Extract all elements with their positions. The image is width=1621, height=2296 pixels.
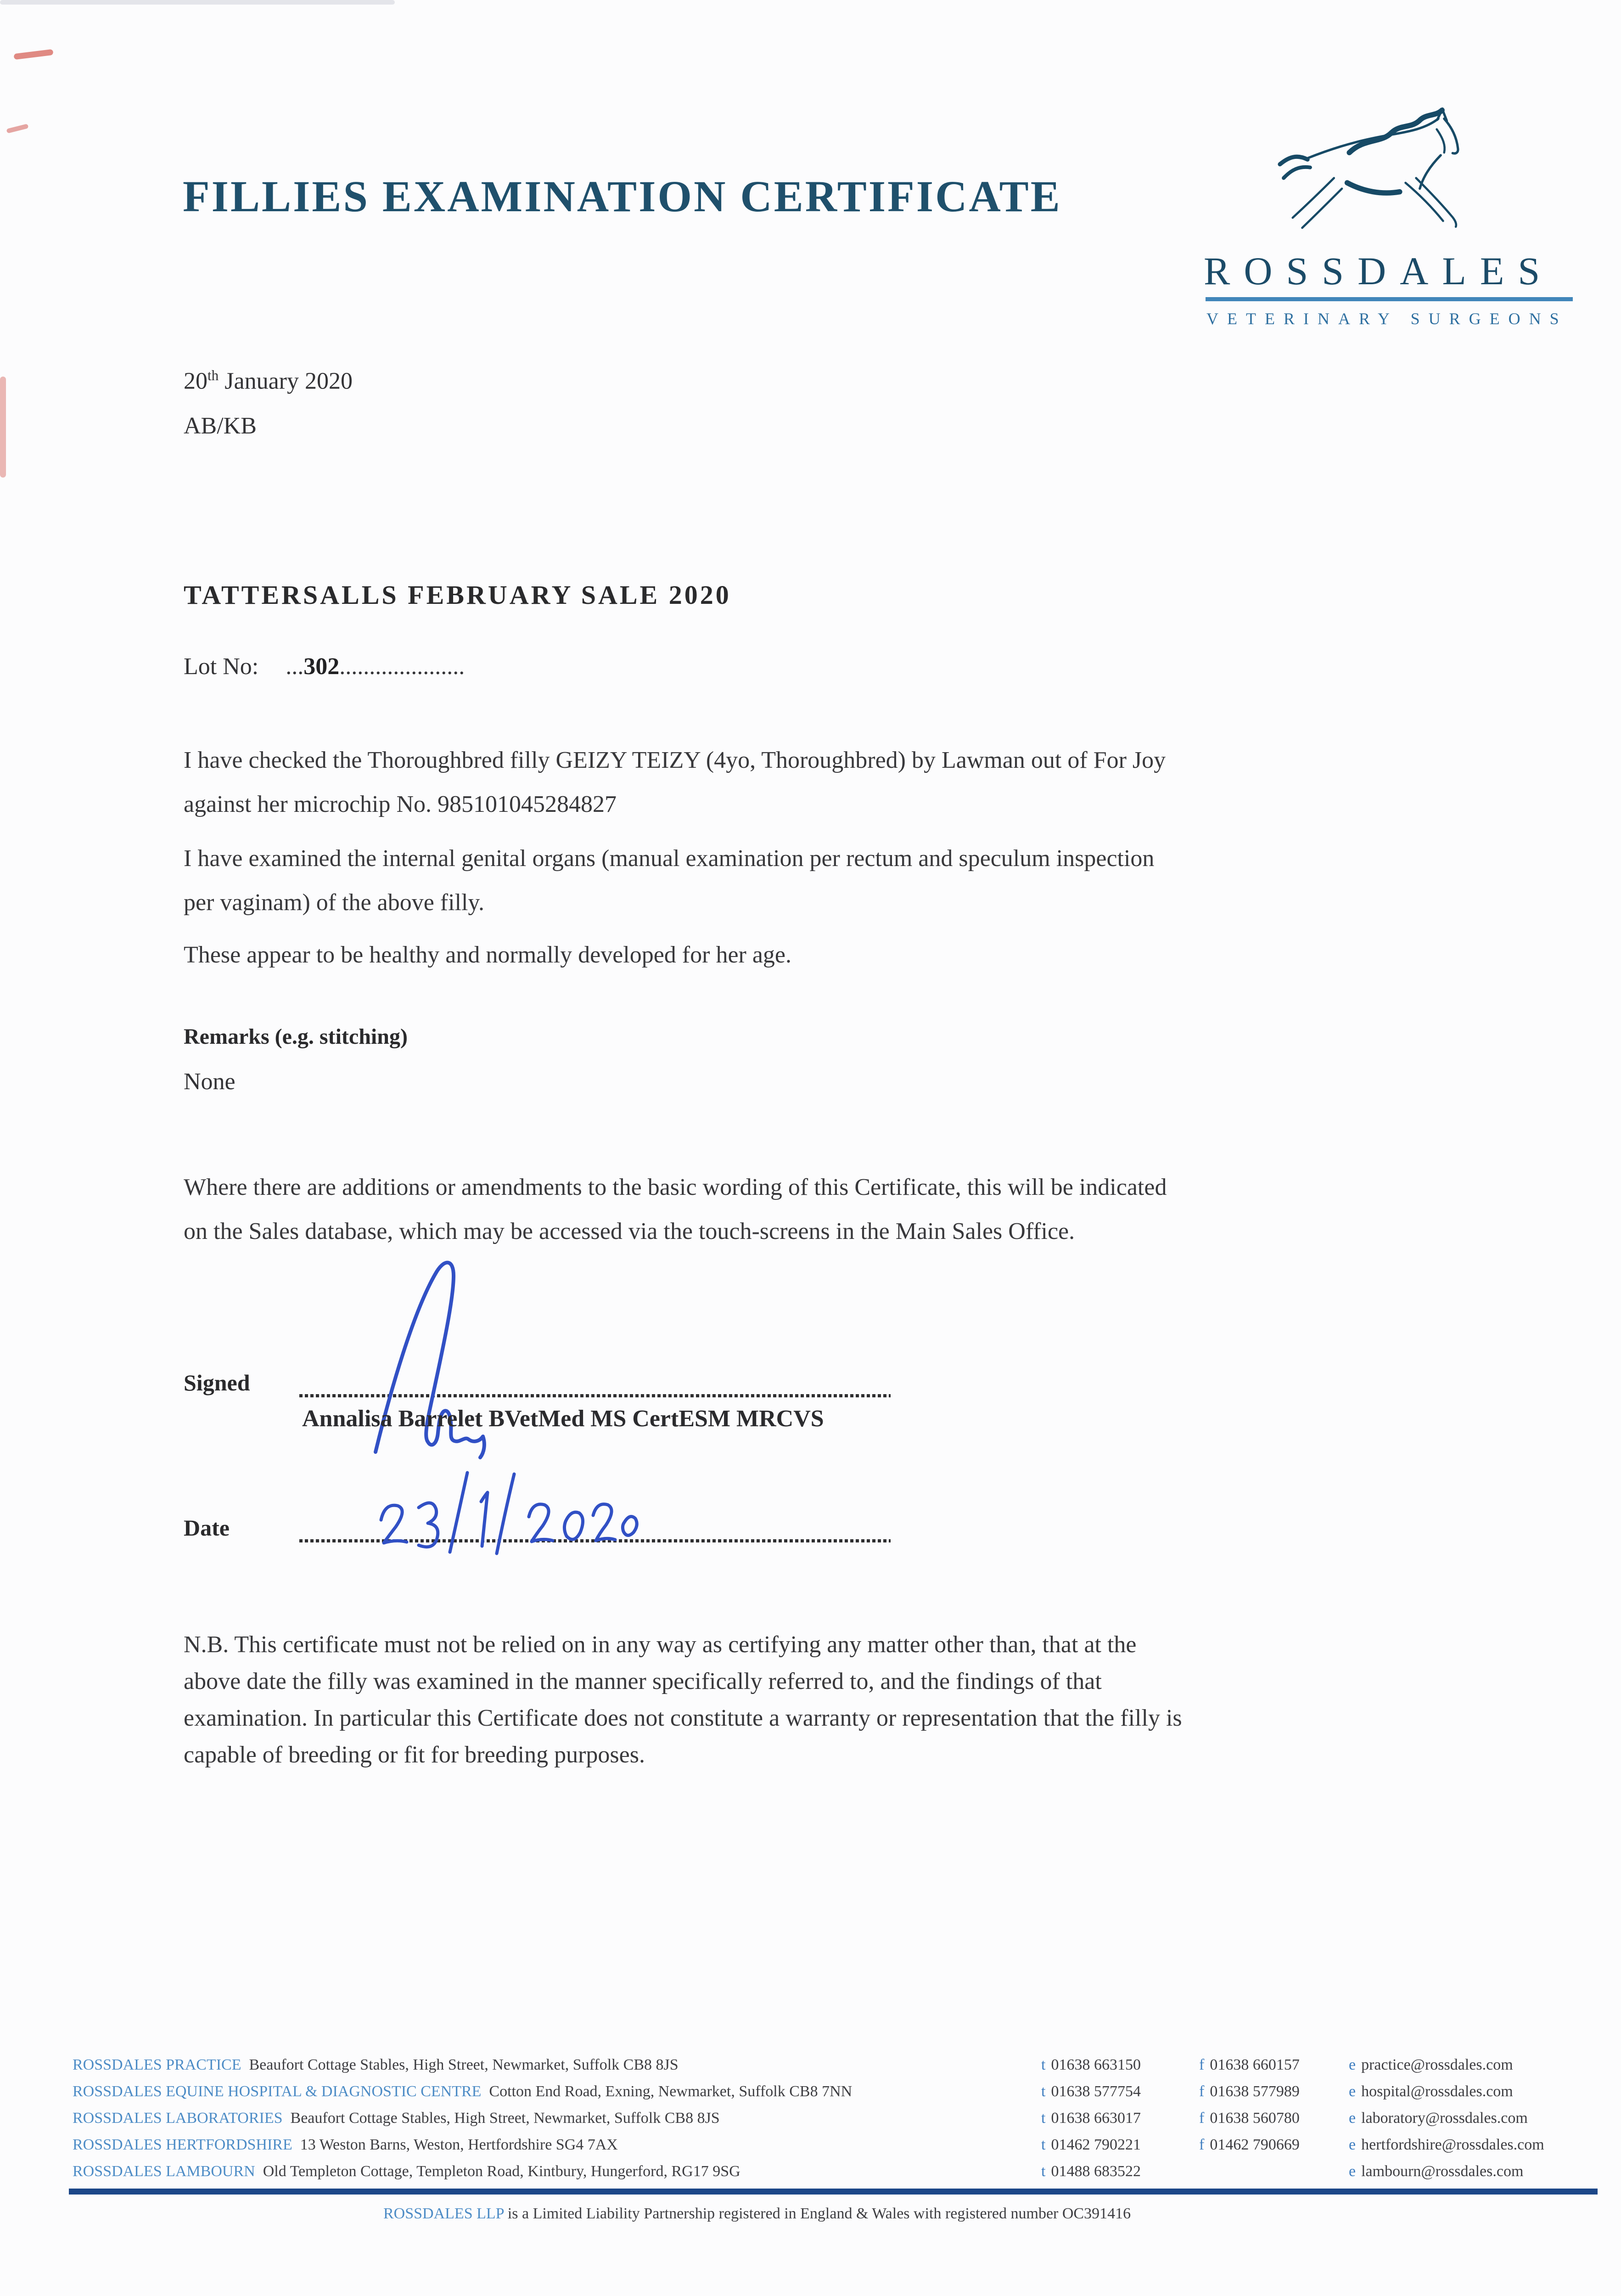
tel-prefix: t bbox=[1041, 2163, 1046, 2180]
fax-cell: f 01638 660157 bbox=[1199, 2056, 1300, 2073]
scan-red-streak-1 bbox=[14, 49, 54, 60]
location-name: ROSSDALES PRACTICE bbox=[73, 2056, 241, 2073]
location-name: ROSSDALES LAMBOURN bbox=[73, 2163, 255, 2180]
lot-number-value: 302 bbox=[303, 653, 340, 680]
email-prefix: e bbox=[1349, 2056, 1356, 2073]
email-prefix: e bbox=[1349, 2083, 1356, 2100]
tel-cell: t 01462 790221 bbox=[1041, 2136, 1141, 2153]
signatory-name: Annalisa Barrelet BVetMed MS CertESM MRCVS bbox=[302, 1406, 824, 1432]
location-address: Cotton End Road, Exning, Newmarket, Suffolk CB8 7NN bbox=[489, 2083, 853, 2100]
llp-registration bbox=[383, 2205, 1131, 2223]
logo-wordmark: ROSSDALES bbox=[1204, 249, 1554, 293]
lot-dots-before: ... bbox=[286, 653, 304, 680]
letter-date bbox=[184, 367, 353, 394]
fax-cell: f 01462 790669 bbox=[1199, 2136, 1300, 2153]
tel-cell: t 01488 683522 bbox=[1041, 2163, 1141, 2180]
remarks-label: Remarks (e.g. stitching) bbox=[184, 1024, 408, 1049]
footer-location-row bbox=[73, 2110, 720, 2127]
remarks-value: None bbox=[184, 1069, 236, 1095]
fax-prefix: f bbox=[1199, 2083, 1205, 2100]
location-address: Beaufort Cottage Stables, High Street, Newmarket, Suffolk CB8 8JS bbox=[290, 2110, 720, 2127]
lot-number-line bbox=[184, 653, 465, 680]
scan-red-streak-3 bbox=[0, 377, 6, 478]
running-horse-icon bbox=[1194, 103, 1579, 241]
logo-divider bbox=[1206, 297, 1573, 301]
lot-dots-after: ..................... bbox=[339, 653, 465, 680]
email-prefix: e bbox=[1349, 2163, 1356, 2180]
page-title: FILLIES EXAMINATION CERTIFICATE bbox=[183, 172, 1062, 221]
tel-prefix: t bbox=[1041, 2083, 1046, 2100]
email-cell: e hertfordshire@rossdales.com bbox=[1349, 2136, 1544, 2153]
tel-prefix: t bbox=[1041, 2110, 1046, 2127]
footer-location-row bbox=[73, 2136, 618, 2154]
letter-date-ordinal: th bbox=[208, 367, 219, 383]
paragraph-amendments: Where there are additions or amendments to the basic wording of this Certificate, this will be indicated on the Sales database, which may be accessed via the touch-screens in the Main Sales Office. bbox=[184, 1174, 1167, 1244]
paragraph-identity-check: I have checked the Thoroughbred filly GEIZY TEIZY (4yo, Thoroughbred) by Lawman out of For Joy against her microchip No. 985101045284827 bbox=[184, 747, 1166, 817]
tel-cell: t 01638 577754 bbox=[1041, 2083, 1141, 2100]
email-cell: e hospital@rossdales.com bbox=[1349, 2083, 1513, 2100]
handwritten-date-ink bbox=[367, 1467, 643, 1559]
footer-location-row bbox=[73, 2083, 852, 2100]
fax-prefix: f bbox=[1199, 2110, 1205, 2127]
reference-initials: AB/KB bbox=[184, 413, 257, 439]
paragraph-examination: I have examined the internal genital organs (manual examination per rectum and speculum inspection per vaginam) of the above filly. bbox=[184, 845, 1155, 916]
email-cell: e laboratory@rossdales.com bbox=[1349, 2110, 1528, 2127]
lot-label: Lot No: bbox=[184, 653, 259, 680]
fax-prefix: f bbox=[1199, 2136, 1205, 2153]
email-cell: e practice@rossdales.com bbox=[1349, 2056, 1513, 2073]
location-name: ROSSDALES LABORATORIES bbox=[73, 2110, 283, 2127]
scan-red-streak-2 bbox=[6, 124, 29, 133]
location-name: ROSSDALES EQUINE HOSPITAL & DIAGNOSTIC CENTRE bbox=[73, 2083, 482, 2100]
scan-smear-top bbox=[0, 0, 395, 5]
logo-tagline: VETERINARY SURGEONS bbox=[1206, 310, 1568, 328]
location-address: Old Templeton Cottage, Templeton Road, Kintbury, Hungerford, RG17 9SG bbox=[263, 2163, 740, 2180]
disclaimer-paragraph: N.B. This certificate must not be relied on in any way as certifying any matter other than, that at the above date the filly was examined in the manner specifically referred to, and the findings of that examination. In particular this Certificate does not constitute a warranty or representation that the filly is capable of breeding or fit for breeding purposes. bbox=[184, 1632, 1182, 1768]
tel-prefix: t bbox=[1041, 2136, 1046, 2153]
date-label: Date bbox=[184, 1515, 230, 1541]
footer-location-row bbox=[73, 2056, 679, 2074]
tel-prefix: t bbox=[1041, 2056, 1046, 2073]
tel-cell: t 01638 663150 bbox=[1041, 2056, 1141, 2073]
sale-title: TATTERSALLS FEBRUARY SALE 2020 bbox=[184, 580, 731, 610]
fax-prefix: f bbox=[1199, 2056, 1205, 2073]
footer-divider bbox=[69, 2189, 1598, 2195]
email-prefix: e bbox=[1349, 2136, 1356, 2153]
footer-location-row bbox=[73, 2163, 740, 2180]
tel-cell: t 01638 663017 bbox=[1041, 2110, 1141, 2127]
location-address: 13 Weston Barns, Weston, Hertfordshire SG4 7AX bbox=[300, 2136, 618, 2153]
letter-date-day: 20 bbox=[184, 368, 208, 394]
llp-name: ROSSDALES LLP bbox=[383, 2205, 504, 2222]
paragraph-findings: These appear to be healthy and normally developed for her age. bbox=[184, 942, 791, 968]
rossdales-logo bbox=[1194, 103, 1579, 342]
letter-date-rest: January 2020 bbox=[219, 368, 353, 394]
email-cell: e lambourn@rossdales.com bbox=[1349, 2163, 1524, 2180]
fax-cell: f 01638 560780 bbox=[1199, 2110, 1300, 2127]
signed-label: Signed bbox=[184, 1370, 250, 1396]
llp-registration-text: is a Limited Liability Partnership registered in England & Wales with registered number OC391416 bbox=[504, 2205, 1131, 2222]
email-prefix: e bbox=[1349, 2110, 1356, 2127]
fax-cell: f 01638 577989 bbox=[1199, 2083, 1300, 2100]
location-address: Beaufort Cottage Stables, High Street, Newmarket, Suffolk CB8 8JS bbox=[249, 2056, 679, 2073]
location-name: ROSSDALES HERTFORDSHIRE bbox=[73, 2136, 292, 2153]
